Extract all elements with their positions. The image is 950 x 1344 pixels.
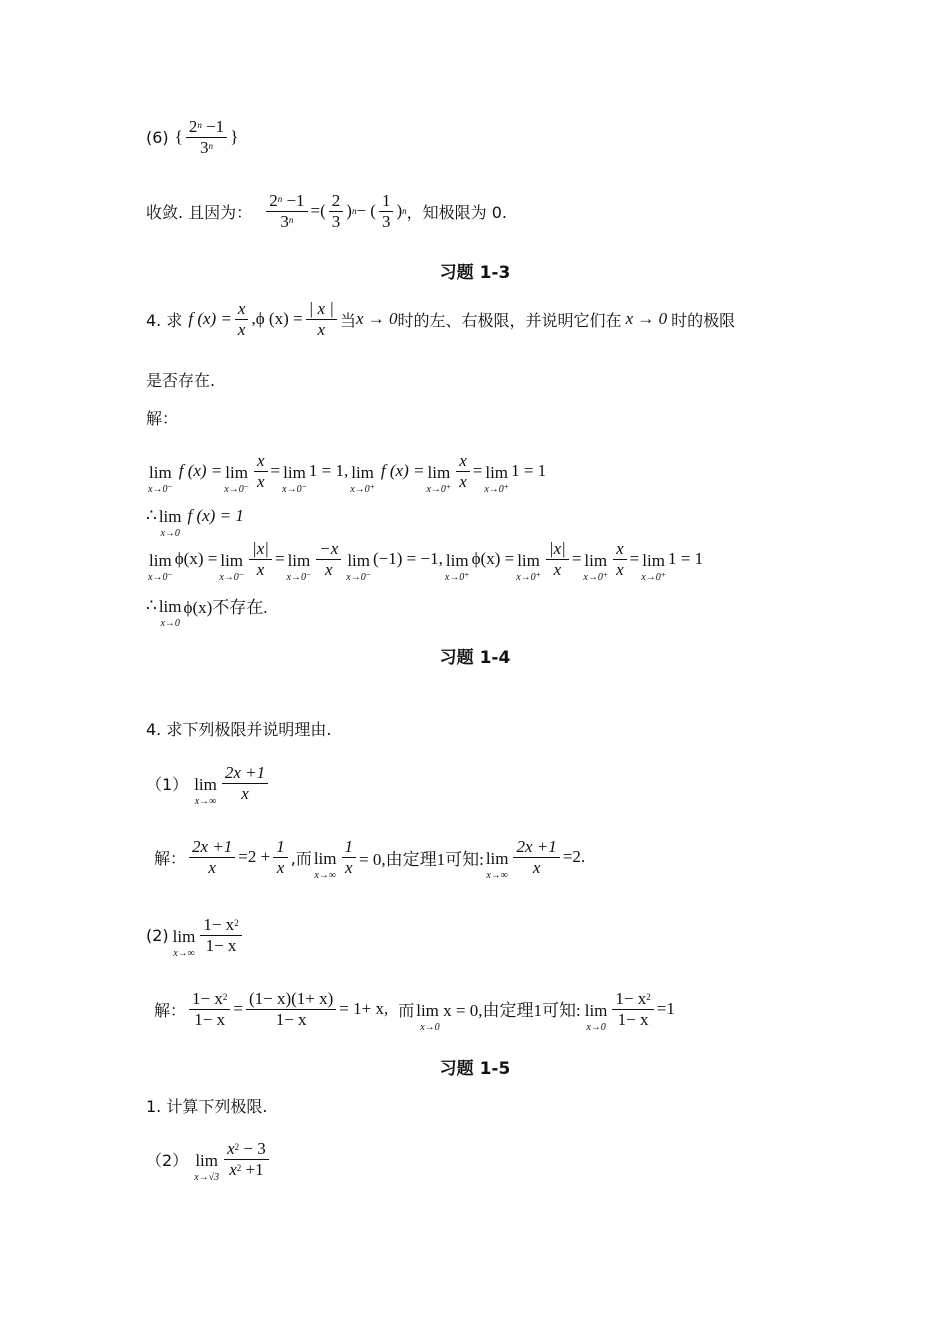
p2-eq1x: = 1+ x, — [339, 999, 389, 1019]
lim-word: lim x = 0,由定理1可知: — [416, 1000, 581, 1020]
frac-den: x — [459, 471, 467, 491]
lim-sub: x→0⁺ — [444, 571, 470, 583]
sol-f-limits — [146, 451, 547, 495]
p1-jie: 解： — [154, 848, 187, 868]
frac-num-sup: 2 — [234, 1142, 240, 1152]
frac-num: x — [254, 452, 268, 472]
question-1: 1. 计算下列极限. — [146, 1097, 268, 1116]
conv-num: 2 — [269, 191, 278, 210]
p2-sol-frac — [189, 990, 230, 1029]
phi-of-x: ϕ(x) = — [174, 549, 218, 569]
frac-x-x — [254, 452, 268, 491]
q4-line-2: 是否存在. — [146, 371, 216, 390]
q4-phi-frac — [306, 300, 337, 339]
heading-exercise-1-4: 习题 1-4 — [439, 648, 511, 668]
frac-den-rest: +1 — [241, 1159, 264, 1179]
lim-sub: x→√3 — [194, 1171, 220, 1183]
conv-b-sup: n — [402, 206, 407, 217]
q4-jie: 解： — [146, 409, 179, 428]
lim-phi-zero — [159, 598, 182, 629]
sol-f-conclusion — [146, 500, 244, 539]
frac-num-x: x — [227, 1139, 235, 1158]
lim-f-right-3 — [484, 464, 509, 495]
p2-result: =1 — [656, 999, 675, 1019]
p1-sol-frac — [189, 838, 235, 877]
question-4b: 4. 求下列极限并说明理由. — [146, 720, 332, 739]
lim-word: lim — [194, 774, 217, 794]
frac-num: |x| — [546, 540, 569, 560]
eq: = — [472, 461, 483, 481]
lim-word: lim — [347, 550, 370, 570]
item-6 — [146, 118, 238, 157]
q4-phi-den: x — [317, 319, 326, 339]
frac-num-sup: 2 — [222, 992, 228, 1002]
lim-word: lim — [195, 1150, 218, 1170]
p2-eq: = — [233, 999, 243, 1019]
p1-eq0: = 0,由定理1可知: — [359, 849, 484, 869]
convergence-line — [146, 192, 507, 231]
q4-prefix: 4. 求 — [146, 310, 183, 330]
conv-b-num: 1 — [379, 192, 394, 212]
lim-sub: x→0⁺ — [641, 571, 666, 583]
frac-den: 1− x — [194, 1009, 226, 1029]
frac-x-x — [456, 452, 470, 491]
lim-word: lim — [584, 1000, 608, 1020]
lim-f-left-2 — [224, 464, 249, 495]
p1-result: =2. — [562, 847, 586, 867]
lim-word: lim — [313, 848, 337, 868]
item-6-label: (6) — [146, 127, 169, 147]
eq: = — [274, 549, 285, 569]
lim-word: lim — [220, 550, 244, 570]
frac-num: x — [613, 540, 627, 560]
solution-1 — [146, 837, 586, 881]
frac-num: 2x +1 — [513, 838, 559, 858]
lim-phi-left-4 — [346, 552, 371, 583]
lim-sub: x→0⁺ — [484, 483, 510, 495]
frac-den: x — [276, 857, 285, 877]
lim-sub: x→0 — [586, 1021, 606, 1033]
p2-er: 而 — [398, 1000, 415, 1020]
frac-den-x: x — [229, 1159, 237, 1179]
one-eq-one: 1 = 1 — [667, 549, 704, 569]
lim-sub: x→0⁻ — [282, 483, 307, 495]
frac-num-sup: 2 — [234, 918, 239, 928]
lim-phi-right-3 — [583, 552, 608, 583]
p1-lim-3 — [486, 850, 509, 881]
frac-den: x — [553, 559, 562, 579]
heading-exercise-1-5: 习题 1-5 — [439, 1059, 511, 1079]
f-of-x: f (x) = — [178, 461, 223, 481]
q4-f-num: x — [235, 300, 249, 320]
frac-num: 1− x — [203, 915, 235, 934]
lim-sub: x→0⁻ — [224, 483, 249, 495]
lim-word: lim — [158, 597, 182, 616]
frac-den: x — [325, 559, 333, 579]
p2-jie: 解： — [154, 1000, 187, 1020]
lim-word: lim — [584, 550, 608, 570]
lim-word: lim — [172, 926, 196, 946]
conv-fraction — [266, 192, 307, 231]
lim-f-left-3 — [282, 464, 307, 495]
frac-num: 2x +1 — [189, 838, 235, 858]
p1-frac-final — [513, 838, 559, 877]
lim-sub: x→∞ — [486, 869, 508, 881]
heading-exercise-1-3: 习题 1-3 — [439, 263, 511, 283]
frac-num: x — [456, 452, 470, 472]
conv-b-close: ) — [396, 201, 403, 221]
frac-num-sup: 2 — [646, 992, 651, 1002]
lim-phi-right — [445, 552, 470, 583]
lim-sub: x→0 — [160, 618, 180, 629]
lim-f-zero — [159, 508, 182, 539]
lim-word: lim — [149, 550, 172, 570]
problem-3 — [146, 1139, 272, 1183]
lim-phi-left-3 — [287, 552, 312, 583]
p2-lim-final — [585, 1002, 608, 1033]
therefore-symbol: ∴ — [146, 505, 157, 525]
neg-one: (−1) = −1, — [373, 549, 443, 569]
problem-2 — [146, 915, 245, 959]
item-6-fraction — [186, 118, 227, 157]
p1-frac-1-x-b — [342, 838, 357, 877]
brace-open: { — [174, 127, 183, 147]
lim-f-right — [350, 464, 375, 495]
lim-word: lim — [517, 550, 540, 570]
p1-frac-1-x — [273, 838, 288, 877]
conv-a-close: ) — [346, 201, 352, 221]
lim-word: lim — [445, 550, 469, 570]
eq: = — [629, 549, 640, 569]
conv-den-sup: n — [288, 214, 294, 225]
lim-phi-right-4 — [641, 552, 666, 583]
lim-word: lim — [287, 550, 311, 570]
lim-f-left — [148, 464, 173, 495]
frac-den: x — [616, 559, 624, 579]
sol-phi-conclusion — [146, 590, 268, 629]
num-rest: −1 — [201, 117, 225, 136]
frac-num: 1 — [273, 838, 288, 858]
num-sup: n — [197, 120, 202, 130]
frac-num: 1 — [342, 838, 357, 858]
p2-lim — [173, 928, 196, 959]
conv-a-den: 3 — [331, 211, 341, 231]
f-of-x: f (x) = — [380, 461, 425, 481]
q4-text-b: 时的左、右极限，并说明它们在 — [397, 310, 622, 330]
conv-minus: − ( — [356, 201, 376, 221]
lim-word: lim — [283, 462, 306, 482]
frac-den: x — [208, 857, 216, 877]
frac-num: −x — [316, 540, 341, 560]
p2-mid-frac — [246, 990, 336, 1029]
frac-neg-x — [316, 540, 341, 579]
frac-num: 2x +1 — [222, 764, 268, 784]
frac-den: 1− x — [275, 1009, 307, 1029]
p2-label: (2) — [146, 925, 169, 945]
p1-eq2: =2 + — [238, 847, 271, 867]
lim-sub: x→0⁺ — [583, 571, 609, 583]
frac-den: x — [344, 857, 353, 877]
p1-lim-2 — [314, 850, 337, 881]
lim-word: lim — [485, 462, 509, 482]
q4-f-den: x — [237, 319, 246, 339]
conv-text-2: ，知极限为 0. — [406, 202, 507, 222]
lim-sub: x→0⁻ — [219, 571, 245, 583]
den-sup: n — [208, 140, 214, 151]
lim-sub: x→0⁻ — [286, 571, 312, 583]
problem-1 — [146, 763, 271, 807]
lim-word: lim — [158, 507, 182, 526]
conv-text-1: 收敛. 且因为： — [146, 202, 253, 222]
num-base: 2 — [188, 117, 198, 136]
den-base: 3 — [200, 137, 209, 157]
question-4 — [146, 300, 735, 339]
sol-phi-limits — [146, 539, 704, 583]
conv-frac-b — [379, 192, 394, 231]
lim-sub: x→∞ — [194, 795, 217, 807]
p1-label: （1） — [146, 774, 189, 794]
p1-frac — [222, 764, 268, 803]
frac-den: x — [532, 857, 541, 877]
eq: = — [270, 461, 281, 481]
lim-sub: x→0⁺ — [426, 483, 452, 495]
p2-lim-x — [416, 1002, 580, 1033]
lim-word: lim — [149, 462, 172, 482]
lim-sub: x→0⁻ — [346, 571, 372, 583]
p3-label: （2） — [146, 1150, 189, 1170]
lim-sub: x→0⁻ — [148, 483, 173, 495]
lim-phi-left-2 — [219, 552, 244, 583]
q4-text-c: 时的极限 — [671, 310, 736, 330]
q4-f-def: f (x) = — [188, 309, 232, 329]
frac-den: x — [256, 559, 265, 579]
q4-phi-num: | x | — [306, 300, 337, 320]
q4-phi-def: ,ϕ (x) = — [251, 309, 303, 329]
frac-den: 1− x — [205, 935, 237, 955]
lim-sub: x→0⁺ — [516, 571, 541, 583]
solution-2 — [146, 989, 675, 1033]
p2-frac-final — [612, 990, 653, 1029]
one-eq-one: 1 = 1, — [308, 461, 349, 481]
q4-f-frac — [235, 300, 249, 339]
p2-frac — [200, 916, 241, 955]
lim-f-right-2 — [426, 464, 451, 495]
frac-den-sup: 2 — [236, 1162, 242, 1173]
lim-word: lim — [485, 848, 509, 868]
q4-cond-a: x → 0 — [356, 309, 398, 329]
conv-num-sup: n — [277, 194, 283, 204]
p3-lim — [194, 1152, 219, 1183]
lim-phi-right-2 — [516, 552, 541, 583]
p1-er: ,而 — [290, 848, 312, 868]
frac-num: 1− x — [615, 989, 647, 1008]
lim-sub: x→0 — [420, 1021, 440, 1033]
lim-word: lim — [427, 462, 451, 482]
lim-sub: x→0⁺ — [350, 483, 375, 495]
conv-eq: =( — [310, 201, 326, 221]
frac-den: x — [257, 471, 265, 491]
p3-frac — [224, 1140, 269, 1179]
frac-num: (1− x)(1+ x) — [246, 990, 336, 1010]
phi-of-x: ϕ(x) = — [471, 549, 515, 569]
therefore-symbol: ∴ — [146, 595, 157, 615]
frac-den: 1− x — [617, 1009, 649, 1029]
frac-den: x — [241, 783, 249, 803]
lim-sub: x→0⁻ — [148, 571, 173, 583]
conv-num-rest: −1 — [282, 191, 305, 210]
q4-cond-b: x → 0 — [625, 309, 668, 329]
frac-abs-x — [249, 540, 272, 579]
eq: = — [571, 549, 582, 569]
frac-x-x — [613, 540, 627, 579]
conv-frac-a — [329, 192, 344, 231]
lim-word: lim — [225, 462, 248, 482]
phi-dne: ϕ(x)不存在. — [183, 598, 268, 617]
lim-sub: x→∞ — [173, 947, 195, 959]
p1-lim — [194, 776, 217, 807]
frac-abs-x — [546, 540, 569, 579]
lim-phi-left — [148, 552, 173, 583]
frac-num-rest: − 3 — [239, 1139, 266, 1158]
conv-a-sup: n — [351, 206, 357, 217]
conv-b-den: 3 — [381, 211, 391, 231]
one-eq-one: 1 = 1 — [511, 461, 547, 481]
lim-word: lim — [351, 462, 374, 482]
conv-den: 3 — [280, 211, 289, 231]
q4-text-a: 当 — [339, 310, 356, 330]
f-result: f (x) = 1 — [187, 505, 244, 525]
lim-sub: x→0 — [160, 528, 180, 539]
frac-num: |x| — [249, 540, 272, 560]
lim-sub: x→∞ — [314, 869, 336, 881]
lim-word: lim — [642, 550, 665, 570]
frac-num: 1− x — [192, 989, 223, 1008]
brace-close: } — [230, 127, 239, 147]
conv-a-num: 2 — [329, 192, 344, 212]
